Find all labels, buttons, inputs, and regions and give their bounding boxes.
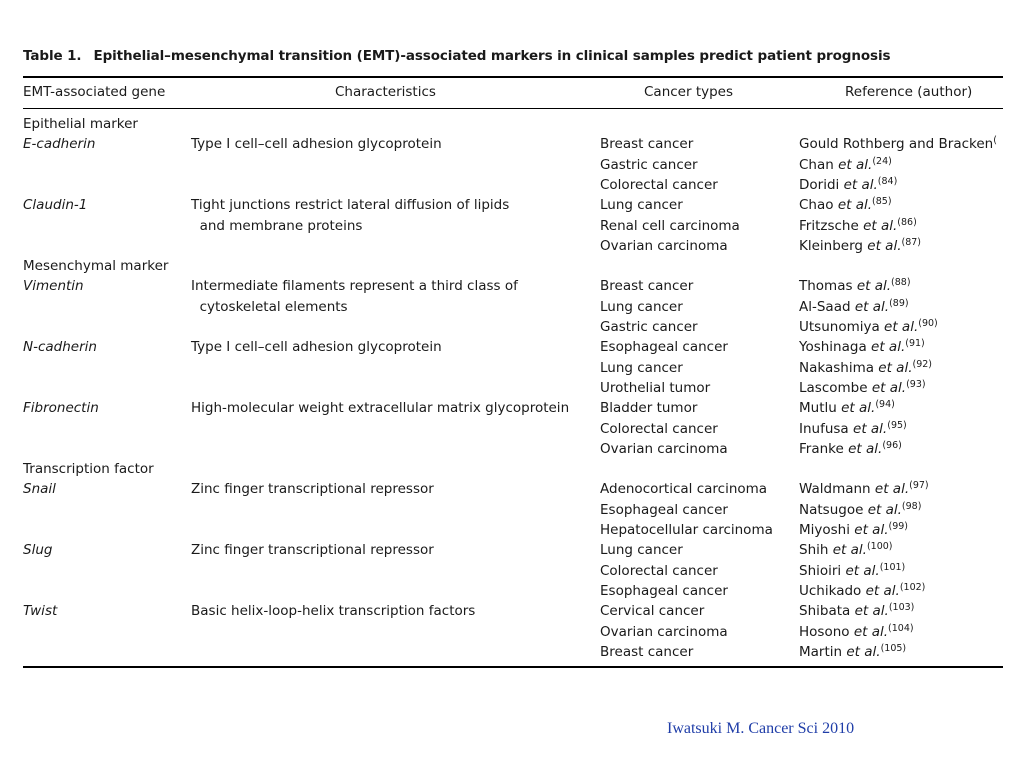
- table-row: [0, 419, 1024, 439]
- header-characteristics: Characteristics: [335, 84, 436, 100]
- characteristics-cell: Type I cell–cell adhesion glycoprotein: [191, 136, 442, 153]
- table-row: [0, 134, 1024, 154]
- reference-cell: [799, 601, 914, 621]
- reference-author: Uchikado: [799, 582, 862, 599]
- cancer-type-cell: Breast cancer: [600, 136, 694, 153]
- table-row: [0, 479, 1024, 499]
- gene-name: Claudin-1: [23, 197, 88, 214]
- reference-number: (95): [887, 419, 907, 431]
- reference-author: Nakashima: [799, 359, 874, 376]
- reference-etal: et al.: [854, 522, 889, 538]
- table-row: [0, 622, 1024, 642]
- reference-number: (91): [905, 338, 925, 350]
- reference-cell: [799, 236, 921, 256]
- cancer-type-cell: Lung cancer: [600, 298, 683, 315]
- reference-etal: et al.: [853, 420, 888, 437]
- table-row: [0, 500, 1024, 520]
- cancer-type-cell: Bladder tumor: [600, 400, 698, 417]
- cancer-type-cell: Ovarian carcinoma: [600, 623, 728, 640]
- reference-etal: et al.: [856, 278, 892, 295]
- table-row: [0, 642, 1024, 662]
- reference-cell: [799, 134, 997, 154]
- reference-number: (89): [889, 297, 909, 309]
- table-title: Epithelial–mesenchymal transition (EMT)-associated markers in clinical samples predict patient prognosis: [93, 48, 891, 64]
- reference-etal: et al.: [845, 562, 880, 579]
- characteristics-cell: Tight junctions restrict lateral diffusion of lipids: [191, 197, 510, 214]
- reference-author: Franke: [799, 440, 844, 457]
- reference-cell: [799, 175, 897, 195]
- gene-name: Slug: [23, 542, 53, 559]
- reference-author: Yoshinaga: [799, 339, 867, 356]
- reference-number: (92): [912, 358, 933, 370]
- reference-number: (87): [901, 236, 922, 248]
- reference-etal: et al.: [837, 197, 873, 214]
- reference-etal: et al.: [854, 603, 889, 620]
- cancer-type-cell: Esophageal cancer: [600, 582, 728, 599]
- reference-etal: et al.: [863, 217, 898, 234]
- cancer-type-cell: Cervical cancer: [600, 603, 705, 620]
- table-row: [0, 601, 1024, 621]
- reference-author: Mutlu: [799, 400, 837, 417]
- gene-name: Fibronectin: [23, 400, 99, 417]
- reference-author: Shioiri: [799, 562, 842, 579]
- cancer-type-cell: Ovarian carcinoma: [600, 237, 728, 254]
- cancer-type-cell: Gastric cancer: [600, 156, 698, 173]
- cancer-type-cell: Colorectal cancer: [600, 176, 718, 193]
- cancer-type-cell: Ovarian carcinoma: [600, 440, 728, 457]
- reference-author: Natsugoe: [799, 501, 864, 518]
- marker-category: Transcription factor: [23, 461, 154, 478]
- marker-category: Epithelial marker: [23, 116, 138, 132]
- table-label: Table 1.: [23, 48, 82, 64]
- reference-etal: et al.: [854, 298, 890, 315]
- reference-author: Waldmann: [799, 481, 871, 498]
- bottom-rule: [23, 666, 1003, 668]
- reference-author: Kleinberg: [799, 237, 863, 254]
- characteristics-cell: Basic helix-loop-helix transcription factors: [191, 603, 476, 620]
- reference-author: Miyoshi: [799, 522, 850, 538]
- table-row: [0, 581, 1024, 601]
- characteristics-cell: High-molecular weight extracellular matrix glycoprotein: [191, 400, 570, 417]
- reference-number: (101): [879, 561, 906, 573]
- reference-number: (86): [897, 216, 917, 228]
- table-row: [0, 175, 1024, 195]
- reference-etal: et al.: [832, 542, 867, 559]
- table-row: [0, 276, 1024, 296]
- cancer-type-cell: Esophageal cancer: [600, 339, 728, 356]
- reference-etal: et al.: [843, 176, 878, 193]
- reference-cell: [799, 581, 925, 601]
- reference-number: (90): [918, 318, 938, 329]
- characteristics-cell: cytoskeletal elements: [191, 298, 348, 315]
- reference-author: Lascombe: [799, 379, 868, 396]
- header-gene: EMT-associated gene: [23, 84, 166, 100]
- reference-number: (100): [866, 541, 893, 553]
- reference-cell: [799, 500, 921, 520]
- cancer-type-cell: Lung cancer: [600, 542, 683, 559]
- reference-author: Hosono: [799, 623, 850, 640]
- table-row: [0, 114, 1024, 134]
- cancer-type-cell: Gastric cancer: [600, 319, 698, 335]
- reference-cell: [799, 216, 917, 236]
- reference-author: Utsunomiya: [799, 319, 880, 335]
- reference-number: (94): [875, 399, 895, 411]
- characteristics-cell: Intermediate filaments represent a third class of: [191, 278, 518, 295]
- cancer-type-cell: Breast cancer: [600, 643, 694, 660]
- reference-etal: et al.: [871, 339, 906, 356]
- table-row: [0, 337, 1024, 357]
- reference-number: (103): [888, 602, 915, 614]
- reference-etal: et al.: [846, 643, 881, 660]
- reference-cell: [799, 398, 895, 418]
- reference-number: (84): [877, 175, 898, 187]
- reference-cell: [799, 520, 908, 540]
- header-cancer-types: Cancer types: [644, 84, 734, 100]
- reference-number: (24): [872, 155, 892, 167]
- reference-number: (102): [899, 581, 926, 593]
- reference-cell: [799, 358, 932, 378]
- reference-cell: [799, 317, 938, 337]
- gene-name: E-cadherin: [23, 136, 96, 153]
- cancer-type-cell: Colorectal cancer: [600, 420, 718, 437]
- reference-number: (88): [891, 277, 911, 289]
- table-row: [0, 358, 1024, 378]
- reference-author: Shih: [799, 542, 829, 559]
- characteristics-cell: Type I cell–cell adhesion glycoprotein: [191, 339, 442, 356]
- reference-etal: et al.: [874, 481, 910, 498]
- reference-number: (98): [901, 500, 922, 512]
- table-row: [0, 256, 1024, 276]
- reference-etal: et al.: [865, 582, 900, 599]
- cancer-type-cell: Urothelial tumor: [600, 379, 711, 396]
- reference-etal: et al.: [841, 400, 876, 417]
- reference-cell: [799, 561, 905, 581]
- reference-cell: [799, 297, 909, 317]
- table-row: [0, 561, 1024, 581]
- reference-cell: [799, 195, 892, 215]
- reference-author: Gould Rothberg and Bracken: [799, 136, 994, 153]
- reference-etal: et al.: [848, 440, 883, 457]
- reference-cell: [799, 439, 902, 459]
- reference-number: (99): [888, 521, 909, 532]
- reference-cell: [799, 419, 907, 439]
- reference-cell: [799, 642, 906, 662]
- reference-author: Doridi: [799, 176, 840, 193]
- table-row: [0, 317, 1024, 337]
- reference-cell: [799, 622, 914, 642]
- table-row: [0, 378, 1024, 398]
- source-credit: Iwatsuki M. Cancer Sci 2010: [667, 720, 855, 737]
- table-row: [0, 398, 1024, 418]
- reference-number: (104): [888, 622, 914, 634]
- cancer-type-cell: Lung cancer: [600, 197, 683, 214]
- table-row: [0, 195, 1024, 215]
- header-reference: Reference (author): [845, 84, 973, 100]
- reference-cell: [799, 540, 893, 560]
- reference-cell: [799, 479, 929, 499]
- reference-number: (93): [906, 378, 926, 390]
- header-rule: [23, 108, 1003, 109]
- cancer-type-cell: Colorectal cancer: [600, 562, 718, 579]
- cancer-type-cell: Lung cancer: [600, 359, 683, 376]
- reference-author: Inufusa: [799, 420, 849, 437]
- table-row: [0, 439, 1024, 459]
- table-row: [0, 216, 1024, 236]
- table-row: [0, 459, 1024, 479]
- table-row: [0, 236, 1024, 256]
- top-rule: [23, 76, 1003, 78]
- reference-number: (96): [882, 439, 902, 451]
- reference-cell: [799, 155, 892, 175]
- characteristics-cell: and membrane proteins: [191, 217, 363, 234]
- reference-number: (85): [872, 196, 892, 208]
- table-caption: [23, 48, 1013, 64]
- reference-cell: [799, 337, 925, 357]
- table-row: [0, 297, 1024, 317]
- table-row: [0, 155, 1024, 175]
- reference-etal: et al.: [838, 156, 873, 173]
- gene-name: N-cadherin: [23, 339, 97, 356]
- gene-name: Vimentin: [23, 278, 84, 295]
- reference-number: (105): [880, 642, 907, 654]
- characteristics-cell: Zinc finger transcriptional repressor: [191, 481, 434, 498]
- cancer-type-cell: Adenocortical carcinoma: [600, 481, 768, 498]
- reference-cell: [799, 378, 926, 398]
- reference-etal: et al.: [884, 319, 919, 335]
- reference-author: Shibata: [799, 603, 851, 620]
- reference-etal: et al.: [867, 501, 902, 518]
- table-body: [0, 113, 1024, 665]
- cancer-type-cell: Breast cancer: [600, 278, 694, 295]
- reference-number: (97): [909, 480, 929, 492]
- cancer-type-cell: Hepatocellular carcinoma: [600, 522, 773, 538]
- reference-etal: et al.: [853, 623, 889, 640]
- marker-category: Mesenchymal marker: [23, 258, 169, 275]
- reference-number: (: [993, 135, 997, 147]
- table-row: [0, 520, 1024, 540]
- reference-author: Chao: [799, 197, 834, 214]
- gene-name: Snail: [23, 481, 56, 498]
- table-row: [0, 540, 1024, 560]
- cancer-type-cell: Esophageal cancer: [600, 501, 728, 518]
- reference-author: Chan: [799, 156, 834, 173]
- reference-etal: et al.: [867, 237, 902, 254]
- reference-etal: et al.: [871, 379, 907, 396]
- reference-author: Fritzsche: [799, 217, 859, 234]
- reference-cell: [799, 276, 911, 296]
- reference-author: Thomas: [799, 278, 853, 295]
- reference-etal: et al.: [878, 359, 913, 376]
- gene-name: Twist: [23, 603, 58, 620]
- characteristics-cell: Zinc finger transcriptional repressor: [191, 542, 434, 559]
- reference-author: Martin: [799, 643, 843, 660]
- reference-author: Al-Saad: [799, 298, 851, 315]
- cancer-type-cell: Renal cell carcinoma: [600, 217, 740, 234]
